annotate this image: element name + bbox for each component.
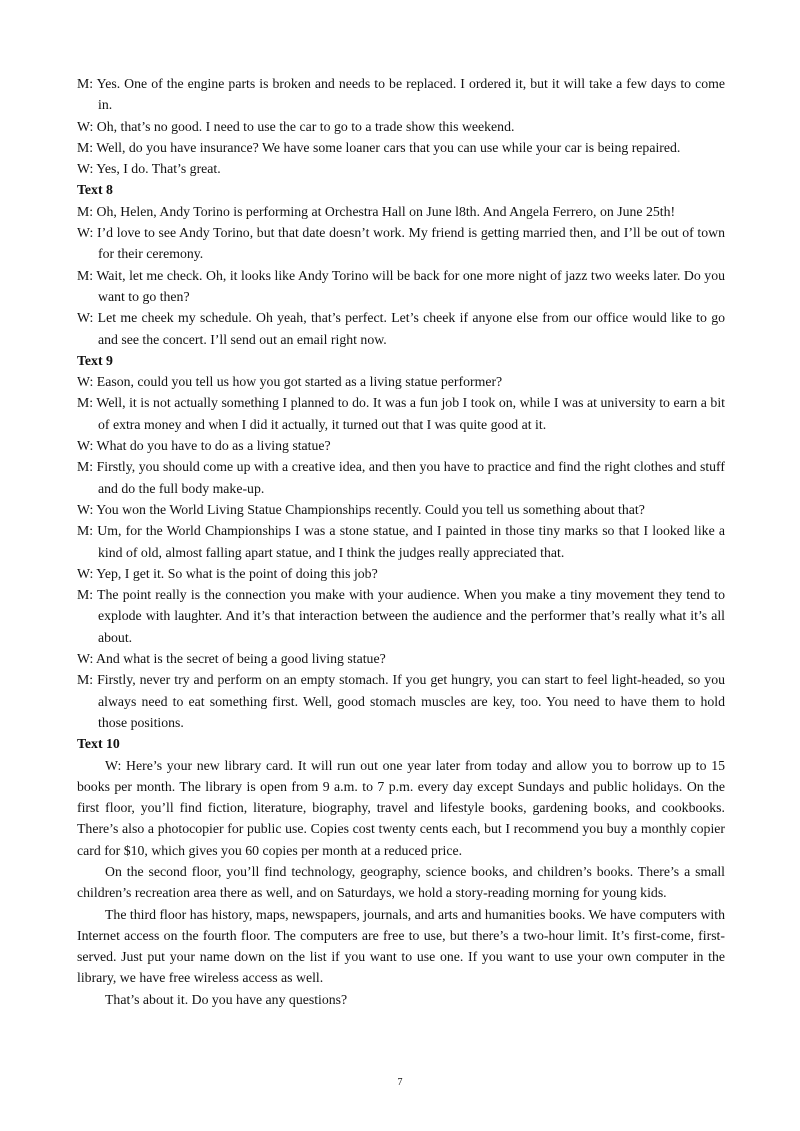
dialogue-line: M: Well, it is not actually something I planned to do. It was a fun job I took on, while I was at university to earn a bit of extra money and when I did it actually, it turned out that I was quite good at it. (77, 395, 725, 432)
dialogue-line: M: Um, for the World Championships I was a stone statue, and I painted in those tiny marks so that I looked like a kind of old, almost falling apart statue, and I think the judges really appreciated that. (77, 523, 725, 560)
dialogue-line: M: Oh, Helen, Andy Torino is performing at Orchestra Hall on June l8th. And Angela Ferrero, on June 25th! (77, 203, 676, 219)
section-heading-text-10: Text 10 (77, 736, 120, 752)
dialogue-line: W: Eason, could you tell us how you got started as a living statue performer? (77, 374, 503, 390)
section-heading-text-8: Text 8 (77, 182, 113, 198)
dialogue-line: M: Firstly, you should come up with a creative idea, and then you have to practice and find the right clothes and stuff and do the full body make-up. (77, 459, 725, 496)
document-body (77, 73, 725, 1010)
dialogue-line: W: Yep, I get it. So what is the point of doing this job? (77, 565, 378, 581)
dialogue-line: W: You won the World Living Statue Championships recently. Could you tell us something about that? (77, 501, 645, 517)
dialogue-line: W: What do you have to do as a living statue? (77, 438, 331, 454)
dialogue-line: W: I’d love to see Andy Torino, but that date doesn’t work. My friend is getting married then, and I’ll be out of town for their ceremony. (77, 225, 725, 262)
dialogue-line: W: And what is the secret of being a good living statue? (77, 651, 386, 667)
section-heading-text-9: Text 9 (77, 352, 113, 368)
dialogue-line: M: Well, do you have insurance? We have some loaner cars that you can use while your car is being repaired. (77, 139, 681, 155)
dialogue-line: M: Yes. One of the engine parts is broken and needs to be replaced. I ordered it, but it will take a few days to come in. (77, 76, 725, 113)
monologue-paragraph: On the second floor, you’ll find technology, geography, science books, and children’s books. There’s a small children’s recreation area there as well, and on Saturdays, we hold a story-reading morning for young kids. (77, 863, 725, 901)
dialogue-line: W: Oh, that’s no good. I need to use the car to go to a trade show this weekend. (77, 118, 515, 134)
dialogue-line: M: The point really is the connection you make with your audience. When you make a tiny movement they tend to explode with laughter. And it’s that interaction between the audience and the performer that’s really what it’s all about. (77, 587, 725, 645)
dialogue-line: M: Wait, let me check. Oh, it looks like Andy Torino will be back for one more night of jazz two weeks later. Do you want to go then? (77, 267, 725, 304)
dialogue-line: W: Let me cheek my schedule. Oh yeah, that’s perfect. Let’s cheek if anyone else from our office would like to go and see the concert. I’ll send out an email right now. (77, 310, 725, 347)
monologue-paragraph: That’s about it. Do you have any questions? (105, 991, 348, 1007)
monologue-paragraph: The third floor has history, maps, newspapers, journals, and arts and humanities books. We have computers with Internet access on the fourth floor. The computers are free to use, but there’s a two-hour limit. It’s first-come, first-served. Just put your name down on the list if you want to use one. If you want to use your own computer in the library, we have free wireless access as well. (77, 906, 725, 986)
dialogue-line: M: Firstly, never try and perform on an empty stomach. If you get hungry, you can start to feel light-headed, so you always need to eat something first. Well, good stomach muscles are key, too. You need to have them to hold those positions. (77, 672, 725, 730)
dialogue-line: W: Yes, I do. That’s great. (77, 161, 221, 177)
page-number: 7 (397, 1077, 403, 1088)
monologue-paragraph: W: Here’s your new library card. It will run out one year later from today and allow you to borrow up to 15 books per month. The library is open from 9 a.m. to 7 p.m. every day except Sundays and public holidays. On the first floor, you’ll find fiction, literature, biography, travel and lifestyle books, gardening books, and cookbooks. There’s also a photocopier for public use. Copies cost twenty cents each, but I recommend you buy a monthly copier card for $10, which gives you 60 copies per month at a reduced price. (77, 757, 725, 858)
